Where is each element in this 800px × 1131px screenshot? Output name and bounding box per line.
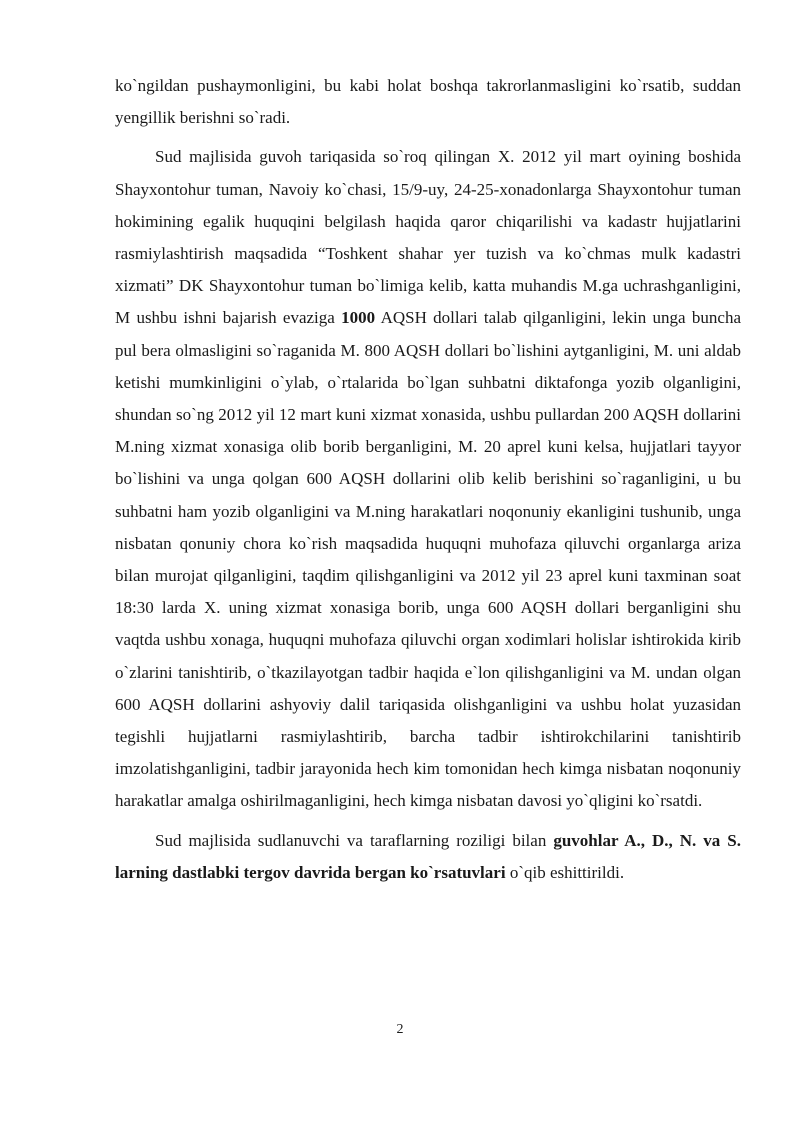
paragraph-2 <box>115 141 741 817</box>
paragraph-3-bold-witnesses: guvohlar A., D., N. va S. larning dastlabki tergov davrida bergan ko`rsatuvlari <box>115 830 741 882</box>
paragraph-1-text: ko`ngildan pushaymonligini, bu kabi holat boshqa takrorlanmasligini ko`rsatib, suddan yengillik berishni so`radi. <box>115 76 741 128</box>
paragraph-1 <box>115 70 741 134</box>
paragraph-3-text-b: o`qib eshittirildi. <box>505 862 625 882</box>
page-number: 2 <box>396 1022 404 1037</box>
paragraph-3 <box>115 825 741 889</box>
paragraph-3-text-a: Sud majlisida sudlanuvchi va taraflarning roziligi bilan <box>155 830 554 850</box>
document-page <box>115 70 741 889</box>
paragraph-2-text-a: Sud majlisida guvoh tariqasida so`roq qilingan X. 2012 yil mart oyining boshida Shayxontohur tuman, Navoiy ko`chasi, 15/9-uy, 24-25-xonadonlarga Shayxontohur tuman hokimining egalik huquqini belgilash haqida qaror chiqarilishi va kadastr hujjatlarini rasmiylashtirish maqsadida “Toshkent shahar yer tuzish va ko`chmas mulk kadastri xizmati” DK Shayxontohur tuman bo`limiga kelib, katta muhandis M.ga uchrashganligini, M ushbu ishni bajarish evaziga <box>115 147 741 328</box>
paragraph-2-bold-amount: 1000 <box>341 308 376 328</box>
paragraph-2-text-b: AQSH dollari talab qilganligini, lekin unga buncha pul bera olmasligini so`raganida M. 800 AQSH dollari bo`lishini aytganligini, M. uni aldab ketishi mumkinligini o`ylab, o`rtalarida bo`lgan suhbatni diktafonga yozib olganligini, shundan so`ng 2012 yil 12 mart kuni xizmat xonasida, ushbu pullardan 200 AQSH dollarini M.ning xizmat xonasiga olib borib berganligini, M. 20 aprel kuni kelsa, hujjatlari tayyor bo`lishini va unga qolgan 600 AQSH dollarini olib kelib berishini so`raganligini, u bu suhbatni ham yozib olganligini va M.ning harakatlari noqonuniy ekanligini tushunib, unga nisbatan qonuniy chora ko`rish maqsadida huquqni muhofaza qiluvchi organlarga ariza bilan murojat qilganligini, taqdim qilishganligini va 2012 yil 23 aprel kuni taxminan soat 18:30 larda X. uning xizmat xonasiga borib, unga 600 AQSH dollari berganligini shu vaqtda ushbu xonaga, huquqni muhofaza qiluvchi organ xodimlari holislar ishtirokida kirib o`zlarini tanishtirib, o`tkazilayotgan tadbir haqida e`lon qilishganligini va M. undan olgan 600 AQSH dollarini ashyoviy dalil tariqasida olishganligini va ushbu holat yuzasidan tegishli hujjatlarni rasmiylashtirib, barcha tadbir ishtirokchilarini tanishtirib imzolatishganligini, tadbir jarayonida hech kim tomonidan hech kimga nisbatan noqonuniy harakatlar amalga oshirilmaganligini, hech kimga nisbatan davosi yo`qligini ko`rsatdi. <box>115 308 742 811</box>
